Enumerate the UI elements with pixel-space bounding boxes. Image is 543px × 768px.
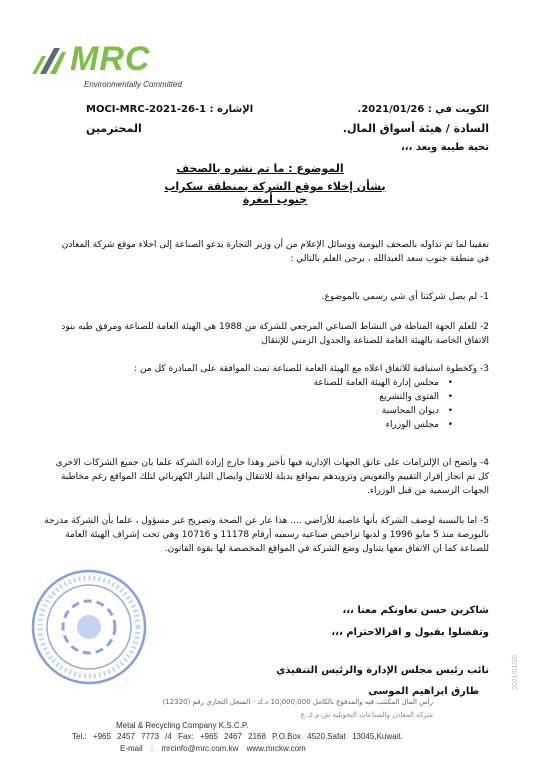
list-item: • مجلس الوزراء xyxy=(153,418,453,432)
honorific: المحترمين xyxy=(86,122,142,135)
closing-regards: وتفضلوا بقبول و افرالاحترام ،،، xyxy=(331,627,489,638)
footer-company-ar: شركة المعادن والصناعات التحويلية ش.م.ك.ع xyxy=(300,711,433,719)
approval-bodies-list xyxy=(153,376,453,432)
body-item: 2- للعلم الجهة المناطة في النشاط الصناعي المرجعي للشركة من 1988 هي الهيئة العامة للصناعة ومرفق طيه بنود الاتفاق الخاصة بالهيئة العامة للصناعة والجدول الزمني للإنتقال xyxy=(61,322,489,346)
closing-thanks: شاكرين حسن تعاونكم معنا ،،، xyxy=(342,605,489,616)
intro-paragraph: تعقيبا لما تم تداوله بالصحف اليومية ووسائل الإعلام من أن وزير التجارة يدعو الصناعة إلى اخلاء موقع شركة المعادن في منطقة جنوب سعد العبدالله ، يرجى العلم بالتالي : xyxy=(61,240,489,264)
list-item: • ديوان المحاسبة xyxy=(153,404,453,418)
body-item: 1- لم يصل شركتنا أي شي رسمي بالموضوع. xyxy=(321,292,489,302)
footer-capital: رأس المال المكتتب فيه والمدفوع بالكامل 10,000,000 د.ك - السجل التجاري رقم (12320) xyxy=(162,698,433,706)
footer-contact xyxy=(72,732,403,741)
footer-po-box: P.O.Box 4520,Safat 13045,Kuwait. xyxy=(272,732,403,741)
footer-company-en: Metal & Recycling Company K.S.C.P. xyxy=(116,721,249,730)
greeting: تحية طيبة وبعد ،،، xyxy=(401,142,489,153)
footer-fax: Fax: +965 2467 2168 xyxy=(178,732,266,741)
signatory-name: طارق ابراهيم الموسى xyxy=(368,686,479,697)
subject-label: الموضوع : ما تم نشره بالصحف xyxy=(176,162,344,175)
subject-topic: بشأن إخلاء موقع الشركة بمنطقة سكراب جنوب أمغرة xyxy=(164,180,386,206)
footer-website[interactable]: www.mrckw.com xyxy=(246,744,306,753)
footer-tel: Tel.: +965 2457 7773 /4 xyxy=(72,732,172,741)
reference-number: الإشارة : MOCI-MRC-2021-26-1 xyxy=(86,104,254,115)
list-item: • الفتوى والتشريع xyxy=(153,390,453,404)
signatory-title: نائب رئيس مجلس الإدارة والرئيس التنفيذي xyxy=(276,665,489,676)
closing-block xyxy=(269,600,489,644)
addressee: السادة / هيئة أسواق المال. xyxy=(342,122,489,135)
footer-email[interactable]: E-mail : mrcinfo@mrc.com.kw xyxy=(120,744,239,753)
body-item: 4- واتضح ان الإلتزامات على عاتق الجهات الإدارية فيها تأخير وهذا خارج إرادة الشركة علما بان جميع الشركات الاخرى كل تم انجاز إقرار التقييم والتعويض وتزويدهم بمواقع بديلة للانتقال وايصال التيار الكهربائي لتلك المواقع رغم مخاطبة الجهات الرسمية من قبل الوزراء. xyxy=(55,458,489,496)
body-item: 5- اما بالنسبة لوصف الشركة بأنها غاصبة للأراضي .... هذا عار عن الصحة وتصريح غير مسؤول ، علما بأن الشركة مدرجة بالبورصة منذ 5 مايو 1996 و لديها تراخيص صناعيه رسميه أرقام 11178 و 10716 وهي تحت إشراف الهيئة العامة للصناعة كما ان الاتفاق معها يتناول وضع الشركة في المواقع المخصصة لها بقوة القانون. xyxy=(44,516,489,554)
logo-tagline: Environmentally Committed xyxy=(84,80,182,89)
side-date-stamp: 2021/01/26 xyxy=(512,654,519,690)
svg-text:MRC: MRC xyxy=(70,40,151,78)
body-item: 3- وكخطوة استباقية للاتفاق اعلاه مع الهيئة العامة للصناعة تمت الموافقة على المبادرة كل من : xyxy=(134,364,489,374)
list-item: • مجلس إدارة الهيئة العامة للصناعة xyxy=(153,376,453,390)
company-stamp xyxy=(28,566,150,688)
footer-web xyxy=(120,744,306,753)
letter-date: الكويت في : 2021/01/26. xyxy=(357,104,489,115)
